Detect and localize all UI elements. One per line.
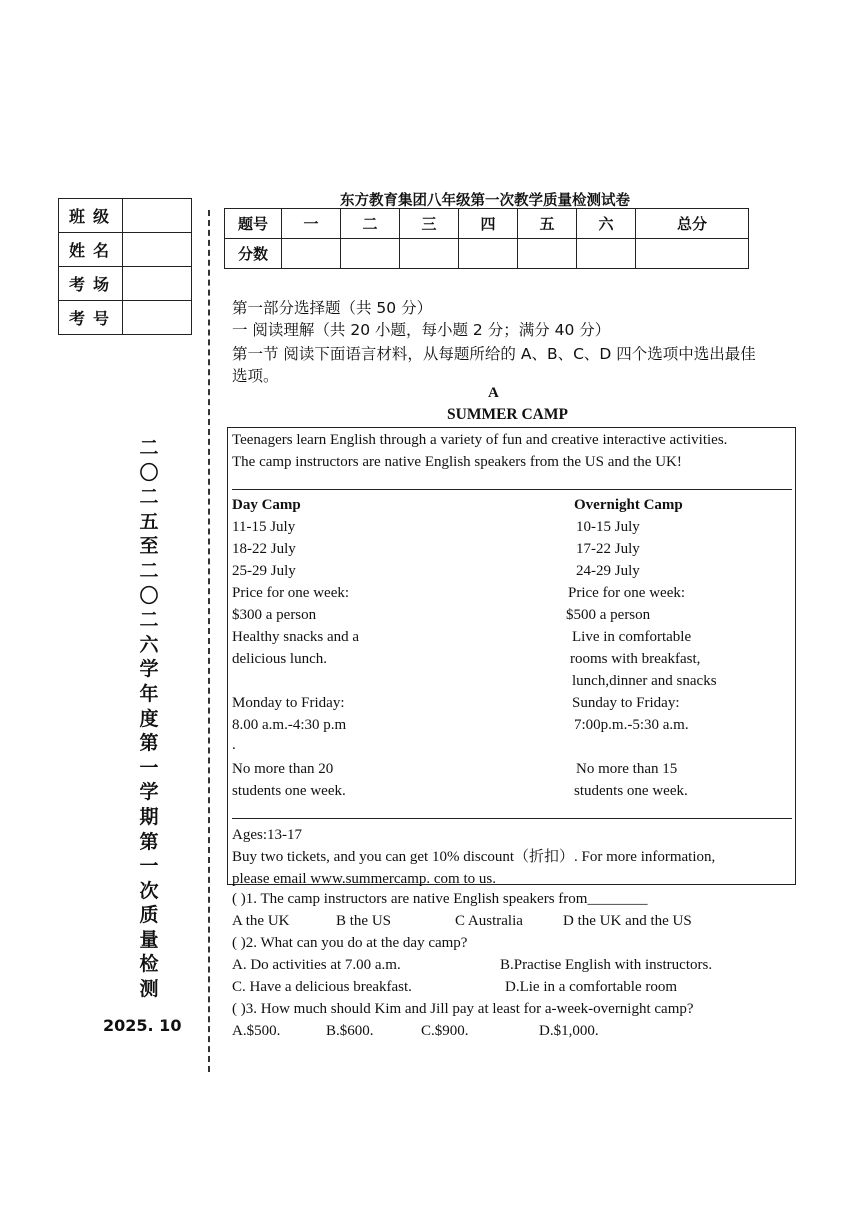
day-camp-date: 18-22 July <box>232 541 296 557</box>
vertical-title-char: 第 <box>139 830 159 853</box>
vertical-title-char: 〇 <box>139 584 159 607</box>
score-col-3: 三 <box>400 209 459 239</box>
score-cell-6[interactable] <box>577 239 636 269</box>
overnight-camp-date: 24-29 July <box>576 563 640 579</box>
score-table <box>224 208 749 269</box>
question-2-option-d[interactable]: D.Lie in a comfortable room <box>505 979 678 995</box>
exam-room-field[interactable] <box>123 267 192 301</box>
day-camp-price-label: Price for one week: <box>232 585 350 601</box>
overnight-camp-limit-line1: No more than 15 <box>576 761 678 777</box>
vertical-title-char: 次 <box>139 879 159 902</box>
score-cell-5[interactable] <box>518 239 577 269</box>
vertical-title-char: 期 <box>139 805 159 828</box>
vertical-title-char: 度 <box>139 707 159 730</box>
day-camp-heading: Day Camp <box>232 497 301 513</box>
vertical-title-char: 学 <box>139 658 159 681</box>
score-cell-3[interactable] <box>400 239 459 269</box>
question-1-stem: ( )1. The camp instructors are native English speakers from________ <box>232 891 648 907</box>
exam-room-label: 考场 <box>59 267 123 301</box>
overnight-camp-hours: 7:00p.m.-5:30 a.m. <box>574 717 689 733</box>
overnight-camp-meals-line1: Live in comfortable <box>572 629 692 645</box>
student-info-table <box>58 198 192 335</box>
stray-dot: . <box>232 737 236 753</box>
vertical-title-char: 年 <box>139 682 159 705</box>
day-camp-meals-line2: delicious lunch. <box>232 651 327 667</box>
class-field[interactable] <box>123 199 192 233</box>
ages: Ages:13-17 <box>232 827 302 843</box>
day-camp-date: 25-29 July <box>232 563 296 579</box>
part1-heading: 第一部分选择题（共 50 分） <box>232 299 433 317</box>
overnight-camp-date: 10-15 July <box>576 519 640 535</box>
intro-line2: The camp instructors are native English speakers from the US and the UK! <box>232 454 682 470</box>
question-2-option-c[interactable]: C. Have a delicious breakfast. <box>232 979 412 995</box>
question-3-option-b[interactable]: B.$600. <box>326 1023 374 1039</box>
overnight-camp-date: 17-22 July <box>576 541 640 557</box>
info-row-room <box>59 267 192 301</box>
question-1-option-b[interactable]: B the US <box>336 913 392 929</box>
exam-number-label: 考号 <box>59 301 123 335</box>
day-camp-date: 11-15 July <box>232 519 296 535</box>
day-camp-days: Monday to Friday: <box>232 695 345 711</box>
day-camp-limit-line2: students one week. <box>232 783 346 799</box>
vertical-title-char: 二 <box>139 437 159 459</box>
vertical-title-char: 六 <box>139 633 159 656</box>
question-1-option-d[interactable]: D the UK and the US <box>563 913 692 929</box>
subsection-instruction-line2: 选项。 <box>232 367 279 385</box>
binding-dashed-line <box>208 210 210 1072</box>
question-3-option-c[interactable]: C.$900. <box>421 1023 469 1039</box>
passage-box <box>227 427 796 885</box>
day-camp-hours: 8.00 a.m.-4:30 p.m <box>232 717 347 733</box>
vertical-title-char: 学 <box>139 781 159 804</box>
exam-date: 2025. 10 <box>103 1016 182 1035</box>
score-row-label: 分数 <box>225 239 282 269</box>
score-col-4: 四 <box>459 209 518 239</box>
vertical-title-char: 五 <box>139 510 159 533</box>
exam-number-field[interactable] <box>123 301 192 335</box>
vertical-title-char: 一 <box>139 855 159 878</box>
intro-line1: Teenagers learn English through a variety of fun and creative interactive activities. <box>232 432 728 448</box>
score-col-1: 一 <box>282 209 341 239</box>
score-value-row <box>225 239 749 269</box>
discount-line2: please email www.summercamp. com to us. <box>232 871 496 887</box>
question-2-stem: ( )2. What can you do at the day camp? <box>232 935 468 951</box>
reading-section-heading: 一 阅读理解（共 20 小题，每小题 2 分；满分 40 分） <box>232 321 611 339</box>
paper-title: 东方教育集团八年级第一次教学质量检测试卷 <box>340 193 630 209</box>
question-3-option-d[interactable]: D.$1,000. <box>539 1023 599 1039</box>
overnight-camp-days: Sunday to Friday: <box>572 695 680 711</box>
vertical-title-char: 检 <box>139 953 159 976</box>
vertical-title-char: 二 <box>139 609 159 632</box>
question-3-option-a[interactable]: A.$500. <box>232 1023 281 1039</box>
question-3-stem: ( )3. How much should Kim and Jill pay at least for a-week-overnight camp? <box>232 1001 694 1017</box>
passage-letter: A <box>488 385 499 401</box>
name-label: 姓名 <box>59 233 123 267</box>
overnight-camp-limit-line2: students one week. <box>574 783 688 799</box>
score-col-total: 总分 <box>636 209 749 239</box>
vertical-title-char: 测 <box>139 978 159 1001</box>
question-number-label: 题号 <box>225 209 282 239</box>
discount-line1: Buy two tickets, and you can get 10% discount（折扣）. For more information, <box>232 849 716 865</box>
vertical-title-char: 二 <box>139 559 159 582</box>
vertical-title-char: 二 <box>139 486 159 509</box>
vertical-title-char: 量 <box>139 928 159 951</box>
vertical-exam-title <box>134 436 164 1002</box>
day-camp-price: $300 a person <box>232 607 317 623</box>
vertical-title-char: 〇 <box>139 461 159 484</box>
divider-top <box>232 489 792 490</box>
score-col-5: 五 <box>518 209 577 239</box>
divider-bottom <box>232 818 792 819</box>
info-row-class <box>59 199 192 233</box>
overnight-camp-price: $500 a person <box>566 607 651 623</box>
score-col-6: 六 <box>577 209 636 239</box>
day-camp-limit-line1: No more than 20 <box>232 761 334 777</box>
overnight-camp-heading: Overnight Camp <box>574 497 683 513</box>
vertical-title-char: 第 <box>139 732 159 755</box>
score-col-2: 二 <box>341 209 400 239</box>
vertical-title-char: 质 <box>139 904 159 927</box>
score-header-row <box>225 209 749 239</box>
overnight-camp-meals-line3: lunch,dinner and snacks <box>572 673 717 689</box>
name-field[interactable] <box>123 233 192 267</box>
info-row-number <box>59 301 192 335</box>
score-cell-total[interactable] <box>636 239 749 269</box>
class-label: 班级 <box>59 199 123 233</box>
vertical-title-char: 一 <box>139 756 159 779</box>
passage-title: SUMMER CAMP <box>447 406 568 423</box>
score-cell-1[interactable] <box>282 239 341 269</box>
question-2-option-a[interactable]: A. Do activities at 7.00 a.m. <box>232 957 401 973</box>
question-1-option-c[interactable]: C Australia <box>455 913 523 929</box>
question-2-option-b[interactable]: B.Practise English with instructors. <box>500 957 713 973</box>
subsection-instruction-line1: 第一节 阅读下面语言材料，从每题所给的 A、B、C、D 四个选项中选出最佳 <box>232 345 756 363</box>
day-camp-meals-line1: Healthy snacks and a <box>232 629 360 645</box>
score-cell-4[interactable] <box>459 239 518 269</box>
vertical-title-char: 至 <box>139 535 159 558</box>
score-cell-2[interactable] <box>341 239 400 269</box>
overnight-camp-meals-line2: rooms with breakfast, <box>570 651 701 667</box>
info-row-name <box>59 233 192 267</box>
question-1-option-a[interactable]: A the UK <box>232 913 290 929</box>
overnight-camp-price-label: Price for one week: <box>568 585 686 601</box>
